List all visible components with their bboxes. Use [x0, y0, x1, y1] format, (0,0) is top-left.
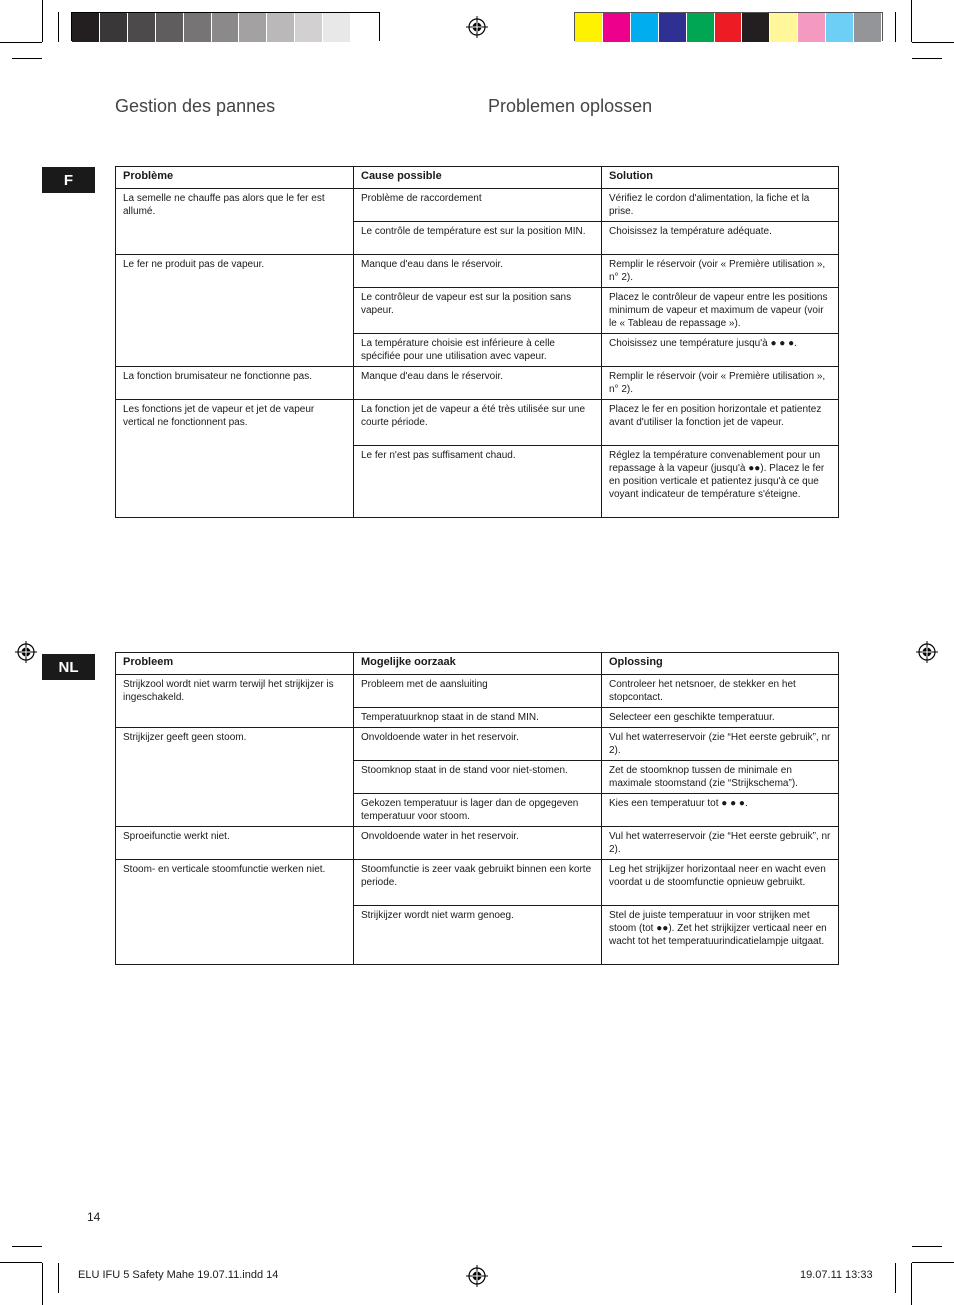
cause-cell: Stoomknop staat in de stand voor niet-stomen. [354, 761, 602, 794]
column-header: Oplossing [602, 653, 839, 675]
cause-cell: Problème de raccordement [354, 189, 602, 222]
crop-mark [912, 58, 942, 59]
crop-mark [42, 1263, 43, 1305]
troubleshooting-table-nl [115, 652, 839, 965]
problem-cell: Strijkzool wordt niet warm terwijl het strijkijzer is ingeschakeld. [116, 675, 354, 728]
problem-cell: La semelle ne chauffe pas alors que le fer est allumé. [116, 189, 354, 255]
table-row [116, 860, 839, 906]
registration-mark-icon [15, 641, 37, 663]
color-swatch [295, 13, 323, 42]
color-swatch-bar [574, 12, 883, 41]
solution-cell: Selecteer een geschikte temperatuur. [602, 708, 839, 728]
crop-mark [0, 1262, 42, 1263]
cause-cell: Manque d'eau dans le réservoir. [354, 367, 602, 400]
table-row [116, 827, 839, 860]
column-header: Probleem [116, 653, 354, 675]
color-swatch [72, 13, 100, 42]
crop-mark [912, 1246, 942, 1247]
problem-cell: Les fonctions jet de vapeur et jet de vapeur vertical ne fonctionnent pas. [116, 400, 354, 518]
color-swatch [715, 13, 743, 42]
color-swatch [212, 13, 240, 42]
color-swatch [128, 13, 156, 42]
solution-cell: Stel de juiste temperatuur in voor strijken met stoom (tot ●●). Zet het strijkijzer verticaal neer en wacht tot het temperatuurindicatielampje uitgaat. [602, 906, 839, 965]
column-header: Solution [602, 167, 839, 189]
table-row [116, 189, 839, 222]
crop-mark [0, 42, 42, 43]
crop-mark [895, 1263, 896, 1293]
cause-cell: Le contrôleur de vapeur est sur la position sans vapeur. [354, 288, 602, 334]
solution-cell: Réglez la température convenablement pour un repassage à la vapeur (jusqu'à ●●). Placez le fer en position verticale et patientez jusqu'à ce que voyant indicateur de température s'éteigne. [602, 446, 839, 518]
cause-cell: Onvoldoende water in het reservoir. [354, 827, 602, 860]
color-swatch [603, 13, 631, 42]
crop-mark [12, 58, 42, 59]
cause-cell: Le fer n'est pas suffisament chaud. [354, 446, 602, 518]
color-swatch [659, 13, 687, 42]
page-number: 14 [87, 1210, 101, 1224]
crop-mark [12, 1246, 42, 1247]
table-row [116, 255, 839, 288]
registration-mark-icon [466, 1265, 488, 1287]
crop-mark [895, 12, 896, 42]
cause-cell: Temperatuurknop staat in de stand MIN. [354, 708, 602, 728]
solution-cell: Vul het waterreservoir (zie “Het eerste gebruik”, nr 2). [602, 728, 839, 761]
crop-mark [911, 1263, 912, 1305]
heading-nl: Problemen oplossen [488, 96, 653, 116]
table-header-row [116, 653, 839, 675]
solution-cell: Vul het waterreservoir (zie “Het eerste gebruik”, nr 2). [602, 827, 839, 860]
language-tab-fr: F [42, 167, 95, 193]
cause-cell: La fonction jet de vapeur a été très utilisée sur une courte période. [354, 400, 602, 446]
solution-cell: Kies een temperatuur tot ● ● ●. [602, 794, 839, 827]
color-swatch [687, 13, 715, 42]
column-header: Cause possible [354, 167, 602, 189]
color-swatch [267, 13, 295, 42]
solution-cell: Remplir le réservoir (voir « Première utilisation », n° 2). [602, 255, 839, 288]
grayscale-swatch-bar [71, 12, 380, 41]
cause-cell: La température choisie est inférieure à celle spécifiée pour une utilisation avec vapeur. [354, 334, 602, 367]
color-swatch [770, 13, 798, 42]
color-swatch [631, 13, 659, 42]
crop-mark [42, 0, 43, 42]
color-swatch [351, 13, 379, 42]
crop-mark [912, 1262, 954, 1263]
problem-cell: Le fer ne produit pas de vapeur. [116, 255, 354, 367]
troubleshooting-table-fr [115, 166, 839, 518]
problem-cell: Stoom- en verticale stoomfunctie werken niet. [116, 860, 354, 965]
heading-fr: Gestion des pannes [115, 96, 276, 116]
solution-cell: Zet de stoomknop tussen de minimale en maximale stoomstand (zie “Strijkschema”). [602, 761, 839, 794]
problem-cell: Strijkijzer geeft geen stoom. [116, 728, 354, 827]
solution-cell: Leg het strijkijzer horizontaal neer en wacht even voordat u de stoomfunctie opnieuw gebruikt. [602, 860, 839, 906]
column-header: Mogelijke oorzaak [354, 653, 602, 675]
registration-mark-icon [466, 16, 488, 38]
registration-mark-icon [916, 641, 938, 663]
table-row [116, 400, 839, 446]
solution-cell: Controleer het netsnoer, de stekker en het stopcontact. [602, 675, 839, 708]
cause-cell: Stoomfunctie is zeer vaak gebruikt binnen een korte periode. [354, 860, 602, 906]
problem-cell: La fonction brumisateur ne fonctionne pas. [116, 367, 354, 400]
color-swatch [742, 13, 770, 42]
solution-cell: Choisissez une température jusqu'à ● ● ●. [602, 334, 839, 367]
color-swatch [854, 13, 882, 42]
date-slug: 19.07.11 13:33 [800, 1269, 873, 1281]
crop-mark [912, 42, 954, 43]
cause-cell: Manque d'eau dans le réservoir. [354, 255, 602, 288]
cause-cell: Strijkijzer wordt niet warm genoeg. [354, 906, 602, 965]
solution-cell: Vérifiez le cordon d'alimentation, la fiche et la prise. [602, 189, 839, 222]
column-header: Problème [116, 167, 354, 189]
color-swatch [184, 13, 212, 42]
crop-mark [58, 1263, 59, 1293]
color-swatch [798, 13, 826, 42]
cause-cell: Onvoldoende water in het reservoir. [354, 728, 602, 761]
table-row [116, 728, 839, 761]
color-swatch [826, 13, 854, 42]
solution-cell: Remplir le réservoir (voir « Première utilisation », n° 2). [602, 367, 839, 400]
cause-cell: Gekozen temperatuur is lager dan de opgegeven temperatuur voor stoom. [354, 794, 602, 827]
problem-cell: Sproeifunctie werkt niet. [116, 827, 354, 860]
table-row [116, 367, 839, 400]
color-swatch [100, 13, 128, 42]
crop-mark [911, 0, 912, 42]
crop-mark [58, 12, 59, 42]
color-swatch [156, 13, 184, 42]
solution-cell: Placez le fer en position horizontale et patientez avant d'utiliser la fonction jet de vapeur. [602, 400, 839, 446]
language-tab-nl: NL [42, 654, 95, 680]
cause-cell: Probleem met de aansluiting [354, 675, 602, 708]
color-swatch [323, 13, 351, 42]
color-swatch [575, 13, 603, 42]
cause-cell: Le contrôle de température est sur la position MIN. [354, 222, 602, 255]
color-swatch [239, 13, 267, 42]
table-row [116, 675, 839, 708]
file-slug: ELU IFU 5 Safety Mahe 19.07.11.indd 14 [78, 1269, 279, 1281]
solution-cell: Choisissez la température adéquate. [602, 222, 839, 255]
solution-cell: Placez le contrôleur de vapeur entre les positions minimum de vapeur et maximum de vapeur (voir le « Tableau de repassage »). [602, 288, 839, 334]
table-header-row [116, 167, 839, 189]
